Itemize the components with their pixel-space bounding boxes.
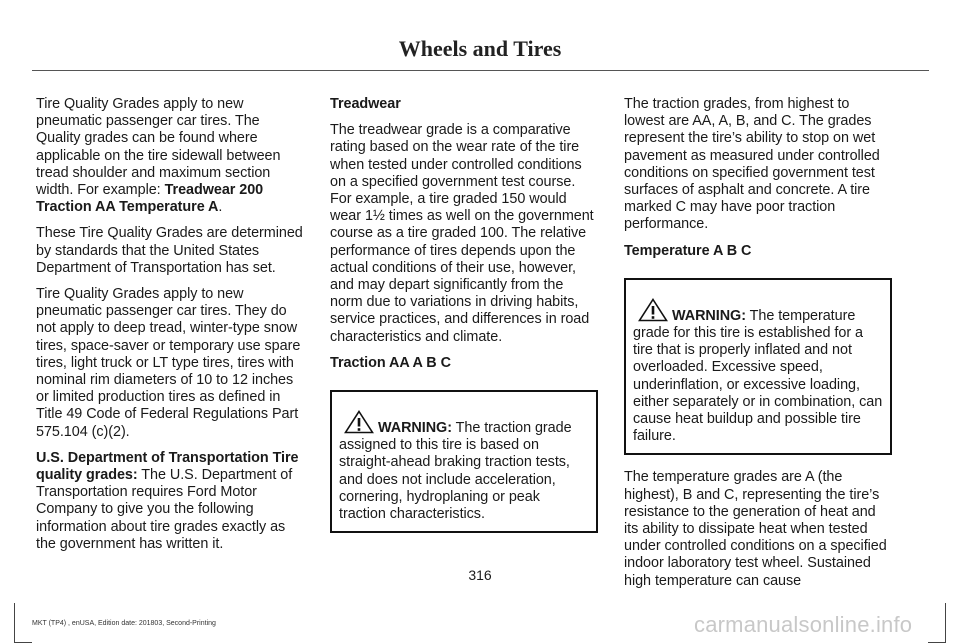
heading-treadwear: Treadwear <box>330 96 401 112</box>
paragraph-standards: These Tire Quality Grades are determined by standards that the United States Department of Transportation has set. <box>36 225 303 276</box>
warning-text: The traction grade assigned to this tire is based on straight-ahead braking traction tests, and does not include acceleration, cornering, hydroplaning or peak traction characteristics. <box>339 420 572 523</box>
heading-temperature: Temperature A B C <box>624 242 752 259</box>
column-2 <box>330 96 598 547</box>
warning-triangle-icon <box>344 410 374 434</box>
heading-traction: Traction AA A B C <box>330 354 451 371</box>
paragraph-traction-grades: The traction grades, from highest to lowest are AA, A, B, and C. The grades represent the tire’s ability to stop on wet pavement as measured under controlled conditions on specified government test surfaces of asphalt and concrete. A tire marked C may have poor traction performance. <box>624 96 880 233</box>
period: . <box>218 199 223 216</box>
watermark: carmanualsonline.info <box>694 612 913 637</box>
warning-text: The temperature grade for this tire is established for a tire that is properly inflated and not overloaded. Excessive speed, underinflation, or excessive loading, either separately or in combination, can cause heat buildup and possible tire failure. <box>633 307 883 445</box>
paragraph-applicability: Tire Quality Grades apply to new pneumatic passenger car tires. They do not apply to deep tread, winter-type snow tires, space-saver or temporary use spare tires, light truck or LT type tires, tires with nominal rim diameters of 10 to 12 inches or limited production tires as defined in Title 49 Code of Federal Regulations Part 575.104 (c)(2). <box>36 286 301 440</box>
example-grade: Treadwear 200 Traction AA Temperature A <box>36 182 264 216</box>
warning-label: WARNING: <box>378 420 452 437</box>
dot-heading: U.S. Department of Transportation Tire quality grades: <box>36 449 299 484</box>
paragraph-quality-grades-intro <box>36 96 304 216</box>
paragraph-treadwear: The treadwear grade is a comparative rating based on the wear rate of the tire when tested under controlled conditions on a specified government test course. For example, a tire graded 150 would wear 1½ times as well on the government course as a tire graded 100. The relative performance of tires depends upon the actual conditions of their use, however, and may depart significantly from the norm due to variations in driving habits, service practices, and differences in road characteristics and climate. <box>330 122 594 345</box>
column-3 <box>624 96 892 599</box>
paragraph-dot-grades <box>36 450 304 553</box>
paragraph-text: The U.S. Department of Transportation requires Ford Motor Company to give you the following information about tire grades exactly as the government has written it. <box>36 467 293 552</box>
paragraph-text: Tire Quality Grades apply to new pneumatic passenger car tires. The Quality grades can be found where applicable on the tire sidewall between tread shoulder and maximum section width. For example: <box>36 96 281 199</box>
page-title: Wheels and Tires <box>398 36 562 61</box>
paragraph-temperature-grades: The temperature grades are A (the highest), B and C, representing the tire’s resistance to the generation of heat and its ability to dissipate heat when tested under controlled conditions on a specified indoor laboratory test wheel. Sustained high temperature can cause <box>624 469 887 589</box>
crop-mark <box>14 603 15 643</box>
edition-footer: MKT (TP4) , enUSA, Edition date: 201803, Second-Printing <box>32 620 216 627</box>
crop-mark <box>945 603 946 643</box>
column-1 <box>36 96 304 562</box>
page-number: 316 <box>468 567 492 583</box>
warning-box-traction <box>330 390 598 533</box>
header-rule <box>32 70 929 71</box>
warning-box-temperature <box>624 278 892 456</box>
warning-label: WARNING: <box>672 307 746 324</box>
warning-triangle-icon <box>638 298 668 322</box>
